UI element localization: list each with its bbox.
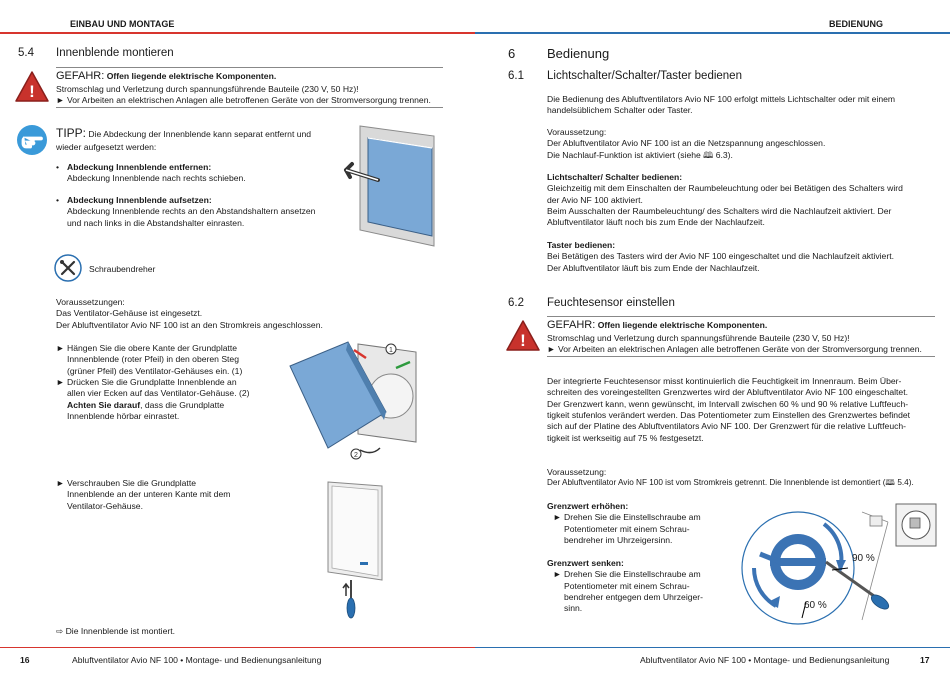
footer-text-left: Abluftventilator Avio NF 100 • Montage- und Bedienungsanleitung: [72, 655, 322, 665]
decrease-line-4: sinn.: [564, 603, 583, 614]
humidity-line-1: Der integrierte Feuchtesensor misst kontinuierlich die Feuchtigkeit im Innenraum. Beim Über-: [547, 376, 902, 386]
warning-triangle-icon: [14, 70, 50, 104]
svg-text:!: !: [29, 82, 35, 101]
svg-text:!: !: [520, 331, 526, 350]
danger-notice: GEFAHR: Offen liegende elektrische Komponenten. Stromschlag und Verletzung durch spannungsführende Bauteile (230 V, 50 Hz)! ► Vor Arbeiten an elektrischen Anlagen alle betroffenen Geräte von der Stromversorgung trennen.: [56, 69, 451, 106]
result-line: [56, 626, 175, 637]
tip-text-a: Die Abdeckung der Innenblende kann separat entfernt und: [88, 129, 312, 139]
page-number-left: 16: [20, 655, 30, 665]
danger-rule-bottom-right: [547, 356, 935, 357]
step3-line1: Verschrauben Sie die Grundplatte: [67, 478, 196, 488]
remove-title: Abdeckung Innenblende entfernen:: [67, 162, 212, 172]
prerequisite-6-2: [547, 467, 945, 489]
step1-line1: Hängen Sie die obere Kante der Grundplatte: [67, 343, 238, 353]
tip-word: TIPP:: [56, 126, 87, 140]
step-screw: ► Verschrauben Sie die Grundplatte Innenblende an der unteren Kante mit dem Ventilator-Gehäuse.: [56, 478, 306, 512]
attach-text-1: Abdeckung Innenblende rechts an den Abstandshaltern ansetzen: [67, 206, 316, 217]
danger-rule-top-right: [547, 316, 935, 317]
step1-line3: (grüner Pfeil) des Ventilator-Gehäuses ein. (1): [67, 365, 243, 376]
step3-line3: Ventilator-Gehäuse.: [67, 500, 143, 511]
screwdriver-tool-icon: [54, 254, 82, 282]
prereq-6-2-title: Voraussetzung:: [547, 467, 607, 477]
warning-triangle-icon: [505, 319, 541, 353]
step2-line2: allen vier Ecken auf das Ventilator-Gehäuse. (2): [67, 388, 250, 399]
label-90-percent: 90 %: [852, 553, 875, 564]
light-switch-block: [547, 172, 937, 229]
attach-title: Abdeckung Innenblende aufsetzen:: [67, 195, 212, 205]
light-switch-title: Lichtschalter/ Schalter bedienen:: [547, 172, 683, 182]
prereq-6-1-title: Voraussetzung:: [547, 127, 607, 137]
step-label-1: 1: [389, 347, 393, 354]
step2-line4: Innenblende hörbar einrastet.: [67, 411, 180, 422]
section-title: Innenblende montieren: [56, 47, 174, 59]
header-rule-right: [475, 32, 950, 34]
prereq-2: Der Abluftventilator Avio NF 100 ist an den Stromkreis angeschlossen.: [56, 319, 323, 330]
tip-remove: • Abdeckung Innenblende entfernen: Abdeckung Innenblende nach rechts schieben.: [56, 162, 346, 185]
light-switch-line-2: der Avio NF 100 aktiviert.: [547, 194, 643, 205]
step2-line1: Drücken Sie die Grundplatte Innenblende an: [67, 377, 237, 388]
danger-rule-top: [56, 67, 443, 68]
tip-text-b: wieder aufgesetzt werden:: [56, 141, 157, 152]
danger-word-right: GEFAHR:: [547, 319, 596, 331]
step-label-2: 2: [354, 452, 358, 459]
section-6-2-title: Feuchtesensor einstellen: [547, 297, 675, 309]
humidity-line-6: tigkeit ist werkseitig auf 75 % festgesetzt.: [547, 432, 704, 443]
decrease-line-1: Drehen Sie die Einstellschraube am: [564, 569, 701, 580]
result-text: Die Innenblende ist montiert.: [65, 626, 175, 636]
danger-rule-bottom: [56, 107, 443, 108]
prereq-6-2-line-1: Der Abluftventilator Avio NF 100 ist vom Stromkreis getrennt. Die Innenblende ist demontiert (🕮 5.4).: [547, 478, 914, 488]
attach-text-2: und nach links in die Abstandshalter einrasten.: [67, 217, 245, 228]
button-block: [547, 240, 937, 274]
danger-instruction-right: Vor Arbeiten an elektrischen Anlagen alle betroffenen Geräte von der Stromversorgung trennen.: [558, 343, 922, 354]
prerequisites: [56, 297, 446, 331]
section-6-1-title: Lichtschalter/Schalter/Taster bedienen: [547, 70, 742, 82]
prerequisite-6-1: [547, 127, 937, 161]
decrease-title: Grenzwert senken:: [547, 558, 624, 568]
decrease-line-2: Potentiometer mit einem Schrau-: [564, 580, 690, 591]
button-line-2: Der Abluftventilator läuft bis zum Ende der Nachlaufzeit.: [547, 262, 760, 273]
danger-instruction: Vor Arbeiten an elektrischen Anlagen alle betroffenen Geräte von der Stromversorgung trennen.: [67, 94, 431, 105]
chapter-title: Bedienung: [547, 46, 610, 61]
tool-label: Schraubendreher: [89, 264, 156, 274]
danger-line-right: Stromschlag und Verletzung durch spannungsführende Bauteile (230 V, 50 Hz)!: [547, 332, 850, 343]
danger-title: Offen liegende elektrische Komponenten.: [106, 71, 277, 81]
result-arrow-icon: ⇨: [56, 626, 64, 636]
tip-block: [56, 126, 336, 153]
light-switch-line-3: Beim Ausschalten der Raumbeleuchtung/ des Schalters wird die Nachlaufzeit aktiviert. Der: [547, 206, 892, 217]
step2-emphasis: Achten Sie darauf: [67, 399, 141, 410]
increase-line-1: Drehen Sie die Einstellschraube am: [564, 512, 701, 523]
intro-line-2: handelsüblichem Schalter oder Taster.: [547, 105, 693, 116]
footer-rule-right: [475, 647, 950, 648]
increase-line-2: Potentiometer mit einem Schrau-: [564, 523, 690, 534]
prereq-6-1-line-1: Der Abluftventilator Avio NF 100 ist an die Netzspannung angeschlossen.: [547, 138, 826, 149]
tip-attach: • Abdeckung Innenblende aufsetzen: Abdeckung Innenblende rechts an den Abstandshaltern ansetzen und nach links in die Abstandshalter einrasten.: [56, 195, 346, 229]
prereq-title: Voraussetzungen:: [56, 297, 125, 307]
step2-line3: , dass die Grundplatte: [140, 399, 225, 410]
danger-word: GEFAHR:: [56, 70, 105, 82]
decrease-block: Grenzwert senken: ► Drehen Sie die Einstellschraube am Potentiometer mit einem Schrau- bendreher entgegen dem Uhrzeiger- sinn.: [547, 558, 737, 615]
step3-line2: Innenblende an der unteren Kante mit dem: [67, 489, 231, 500]
decrease-line-3: bendreher entgegen dem Uhrzeiger-: [564, 592, 704, 603]
humidity-line-3: Der Grenzwert kann, wenn gewünscht, im Intervall zwischen 60 % und 90 % relative Luftfeuch-: [547, 398, 909, 409]
humidity-line-5: sich auf der Platine des Abluftventilators Avio NF 100. Der Grenzwert für die relative Luftfeuch-: [547, 421, 907, 432]
prereq-1: Das Ventilator-Gehäuse ist eingesetzt.: [56, 308, 203, 319]
footer-rule-left: [0, 647, 475, 648]
footer-text-right: Abluftventilator Avio NF 100 • Montage- und Bedienungsanleitung: [640, 655, 890, 665]
label-60-percent: 60 %: [804, 600, 827, 611]
humidity-line-2: schreiten des voreingestellten Grenzwertes wird der Abluftventilator Avio NF 100 eingeschaltet.: [547, 387, 908, 398]
increase-line-3: bendreher im Uhrzeigersinn.: [564, 535, 673, 546]
plate-mounting-illustration: [288, 338, 453, 463]
increase-block: Grenzwert erhöhen: ► Drehen Sie die Einstellschraube am Potentiometer mit einem Schrau- bendreher im Uhrzeigersinn.: [547, 501, 737, 546]
tip-hand-icon: [16, 124, 48, 156]
section-number: 5.4: [18, 47, 34, 59]
humidity-paragraph: [547, 376, 942, 444]
header-right: BEDIENUNG: [828, 19, 883, 29]
button-title: Taster bedienen:: [547, 240, 616, 250]
section-6-1-number: 6.1: [508, 70, 524, 82]
danger-title-right: Offen liegende elektrische Komponenten.: [597, 320, 768, 330]
button-line-1: Bei Betätigen des Tasters wird der Avio NF 100 eingeschaltet und die Nachlaufzeit aktiviert.: [547, 251, 894, 262]
page-number-right: 17: [920, 655, 930, 665]
cover-removal-illustration: [342, 122, 442, 250]
light-switch-line-4: Abluftventilator läuft noch bis zum Ende der Nachlaufzeit.: [547, 217, 765, 228]
section-6-2-number: 6.2: [508, 297, 524, 309]
header-rule-left: [0, 32, 475, 34]
increase-title: Grenzwert erhöhen:: [547, 501, 629, 511]
chapter-number: 6: [508, 46, 516, 61]
header-left: EINBAU UND MONTAGE: [70, 19, 175, 29]
danger-line: Stromschlag und Verletzung durch spannungsführende Bauteile (230 V, 50 Hz)!: [56, 83, 359, 94]
steps-hang-press: ► Hängen Sie die obere Kante der Grundplatte Innnenblende (roter Pfeil) in den oberen Steg (grüner Pfeil) des Ventilator-Gehäuses ein. (1) ► Drücken Sie die Grundplatte Innenblende an allen vier Ecken auf das Ventilator-Gehäuse. (2) Achten Sie darauf, dass die Grundplatte Innenblende hörbar einrastet.: [56, 343, 306, 422]
prereq-6-1-line-2: Die Nachlauf-Funktion ist aktiviert (siehe 🕮 6.3).: [547, 149, 733, 160]
remove-text: Abdeckung Innenblende nach rechts schieben.: [67, 173, 246, 184]
step1-line2: Innnenblende (roter Pfeil) in den oberen Steg: [67, 354, 239, 365]
light-switch-line-1: Gleichzeitig mit dem Einschalten der Raumbeleuchtung oder bei Betätigen des Schalters wird: [547, 183, 903, 194]
intro-paragraph: [547, 94, 937, 117]
potentiometer-illustration: [740, 498, 940, 630]
danger-notice-right: GEFAHR: Offen liegende elektrische Komponenten. Stromschlag und Verletzung durch spannungsführende Bauteile (230 V, 50 Hz)! ► Vor Arbeiten an elektrischen Anlagen alle betroffenen Geräte von der Stromversorgung trennen.: [547, 318, 947, 355]
screwing-illustration: [322, 472, 392, 622]
humidity-line-4: tigkeit stufenlos verändert werden. Das Potentiometer zum Einstellen des Grenzwertes befindet: [547, 410, 911, 421]
intro-line-1: Die Bedienung des Abluftventilators Avio NF 100 erfolgt mittels Lichtschalter oder mit einem: [547, 94, 896, 104]
